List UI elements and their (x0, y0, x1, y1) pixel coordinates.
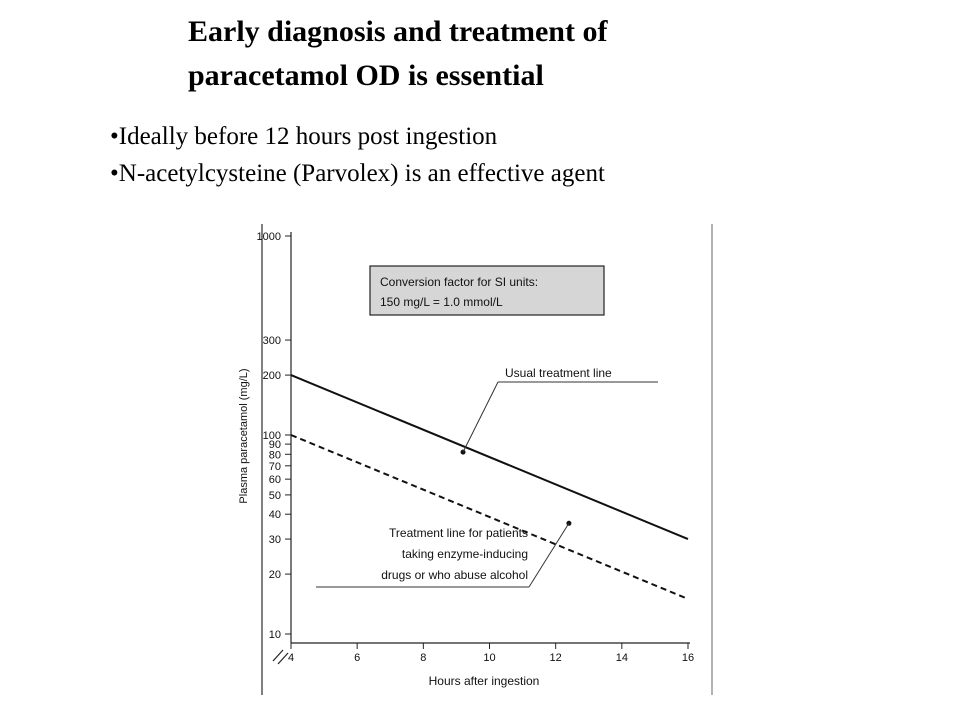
x-tick-label: 16 (681, 652, 695, 664)
y-axis-label: Plasma paracetamol (mg/L) (238, 368, 250, 504)
y-tick-label: 1000 (256, 231, 281, 243)
title-line-2: paracetamol OD is essential (188, 59, 544, 92)
x-tick-label: 6 (354, 652, 361, 664)
y-tick-label: 40 (268, 509, 281, 522)
x-tick-label: 14 (615, 652, 628, 664)
legend-label-enzyme-line-2: taking enzyme-inducing (401, 547, 528, 561)
y-tick-label: 100 (262, 430, 281, 442)
y-tick-label: 20 (268, 569, 281, 582)
legend-label-enzyme-line-1: Treatment line for patients (389, 526, 528, 540)
x-tick-label: 8 (420, 652, 427, 664)
conversion-factor-box (370, 266, 604, 315)
y-tick-label: 30 (268, 534, 281, 547)
y-tick-label: 200 (262, 370, 281, 383)
x-tick-label: 4 (287, 652, 295, 664)
conversion-box-line-1: Conversion factor for SI units: (380, 275, 539, 289)
bullet-item: • N-acetylcysteine (Parvolex) is an effective agent (110, 155, 605, 192)
y-tick-label: 70 (268, 460, 281, 473)
x-tick-label: 12 (549, 652, 562, 664)
y-tick-label: 300 (262, 335, 281, 348)
y-tick-label: 90 (268, 439, 281, 452)
legend-label-enzyme-line-3: drugs or who abuse alcohol (381, 568, 528, 582)
legend-label-usual-treatment: Usual treatment line (505, 366, 612, 380)
conversion-box-line-2: 150 mg/L = 1.0 mmol/L (380, 295, 503, 309)
y-tick-label: 60 (268, 474, 281, 487)
x-axis-label: Hours after ingestion (428, 674, 540, 688)
title-line-1: Early diagnosis and treatment of (188, 15, 608, 48)
y-tick-label: 10 (268, 629, 281, 641)
y-tick-label: 50 (268, 489, 281, 502)
x-tick-label: 10 (483, 652, 496, 664)
bullet-item: • Ideally before 12 hours post ingestion (110, 118, 605, 155)
y-tick-label: 80 (268, 449, 281, 462)
